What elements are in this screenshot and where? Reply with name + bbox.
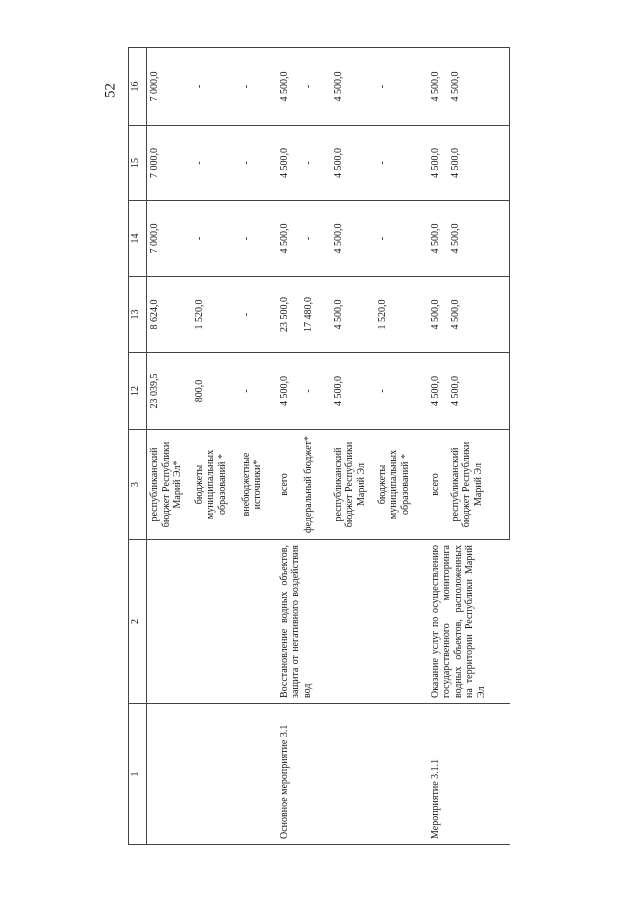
value-cell: 4 500,0: [448, 48, 510, 126]
activity-code-cell: Основное мероприятие 3.1: [277, 704, 428, 845]
activity-code-cell: Мероприятие 3.1.1: [428, 704, 510, 845]
table-row: [428, 48, 448, 845]
table-header: [129, 48, 147, 845]
value-cell: 23 039,5: [147, 353, 192, 430]
activity-name-cell: Восстановление водных объектов, защита от негативного воздействия вод: [277, 540, 428, 704]
value-cell: -: [239, 48, 277, 126]
value-cell: -: [301, 353, 331, 430]
value-cell: 4 500,0: [331, 277, 375, 353]
funding-source-cell: республиканский бюджет Республики Марий Эл*: [147, 430, 192, 540]
value-cell: -: [301, 126, 331, 201]
header-col-16: 16: [129, 48, 147, 126]
activity-name-cell: Оказание услуг по осуществлению государственного мониторинга водных объектов, расположенных на территории Республики Марий Эл: [428, 540, 510, 704]
value-cell: 4 500,0: [428, 48, 448, 126]
funding-source-cell: бюджеты муниципальных образований *: [192, 430, 239, 540]
value-cell: 23 500,0: [277, 277, 301, 353]
value-cell: 4 500,0: [428, 353, 448, 430]
value-cell: -: [192, 126, 239, 201]
value-cell: 4 500,0: [277, 48, 301, 126]
value-cell: -: [192, 48, 239, 126]
funding-source-cell: всего: [428, 430, 448, 540]
value-cell: -: [301, 201, 331, 277]
value-cell: 4 500,0: [331, 201, 375, 277]
value-cell: 4 500,0: [428, 277, 448, 353]
page-number: 52: [102, 83, 119, 98]
value-cell: 4 500,0: [448, 126, 510, 201]
value-cell: 4 500,0: [277, 353, 301, 430]
value-cell: 4 500,0: [331, 126, 375, 201]
header-row: [129, 48, 147, 845]
table-body: [147, 48, 510, 845]
value-cell: 7 000,0: [147, 48, 192, 126]
value-cell: 17 480,0: [301, 277, 331, 353]
value-cell: 4 500,0: [428, 126, 448, 201]
value-cell: -: [375, 353, 428, 430]
value-cell: 8 624,0: [147, 277, 192, 353]
header-col-15: 15: [129, 126, 147, 201]
value-cell: -: [375, 126, 428, 201]
header-col-13: 13: [129, 277, 147, 353]
header-col-12: 12: [129, 353, 147, 430]
value-cell: -: [239, 277, 277, 353]
rotated-table-wrapper: [128, 48, 488, 845]
financing-table: [128, 47, 510, 845]
activity-name-cell: [147, 540, 277, 704]
activity-code-cell: [147, 704, 277, 845]
value-cell: -: [375, 48, 428, 126]
funding-source-cell: бюджеты муниципальных образований *: [375, 430, 428, 540]
value-cell: 4 500,0: [331, 353, 375, 430]
header-col-14: 14: [129, 201, 147, 277]
table-row: [277, 48, 301, 845]
value-cell: 1 520,0: [192, 277, 239, 353]
value-cell: -: [375, 201, 428, 277]
funding-source-cell: федеральный бюджет*: [301, 430, 331, 540]
value-cell: 4 500,0: [428, 201, 448, 277]
funding-source-cell: всего: [277, 430, 301, 540]
header-col-3: 3: [129, 430, 147, 540]
value-cell: 800,0: [192, 353, 239, 430]
funding-source-cell: республиканский бюджет Республики Марий Эл: [448, 430, 510, 540]
value-cell: -: [301, 48, 331, 126]
funding-source-cell: внебюджетные источники*: [239, 430, 277, 540]
value-cell: 4 500,0: [277, 201, 301, 277]
value-cell: 4 500,0: [448, 201, 510, 277]
value-cell: 7 000,0: [147, 201, 192, 277]
value-cell: 4 500,0: [448, 277, 510, 353]
value-cell: -: [239, 353, 277, 430]
table-row: [147, 48, 192, 845]
value-cell: 4 500,0: [448, 353, 510, 430]
header-col-1: 1: [129, 704, 147, 845]
header-col-2: 2: [129, 540, 147, 704]
value-cell: 4 500,0: [331, 48, 375, 126]
value-cell: 7 000,0: [147, 126, 192, 201]
rotated-table-container: [128, 48, 488, 845]
value-cell: -: [192, 201, 239, 277]
value-cell: -: [239, 126, 277, 201]
value-cell: 4 500,0: [277, 126, 301, 201]
value-cell: -: [239, 201, 277, 277]
value-cell: 1 520,0: [375, 277, 428, 353]
funding-source-cell: республиканский бюджет Республики Марий Эл: [331, 430, 375, 540]
